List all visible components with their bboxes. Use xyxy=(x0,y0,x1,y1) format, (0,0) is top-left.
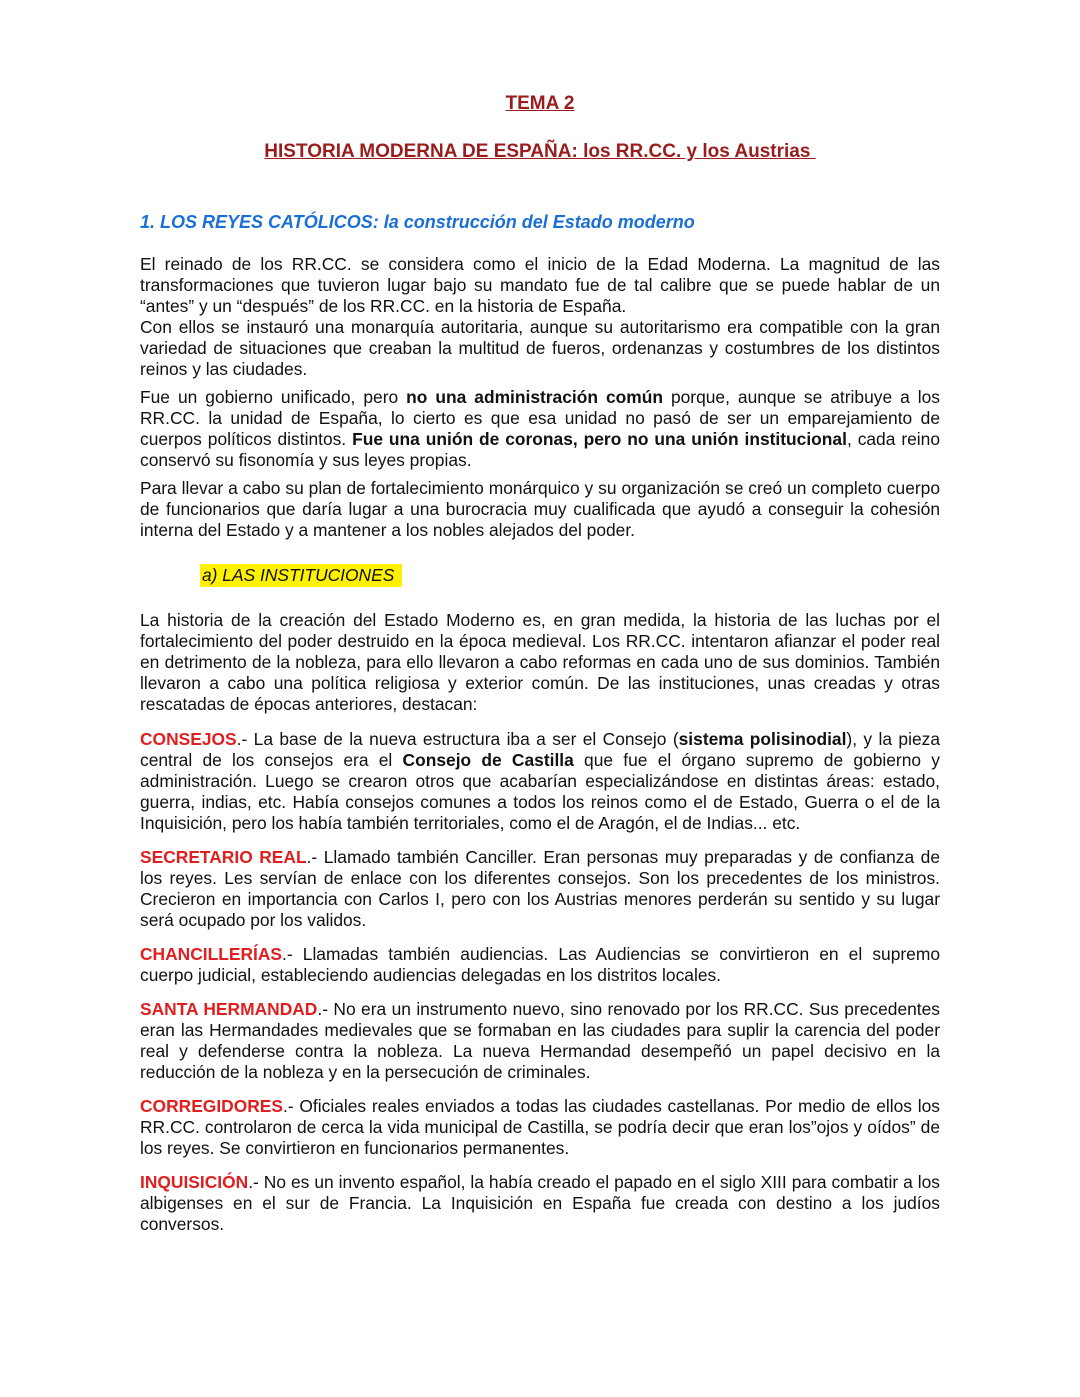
corregidores-text: .- Oficiales reales enviados a todas las ciudades castellanas. Por medio de ellos los RR.CC. controlaron de cerca la vida municipal de Castilla, se podría decir que eran los”ojos y oídos” de los reyes. Se convirtieron en funcionarios permanentes. xyxy=(140,1096,940,1158)
institutions-body xyxy=(140,610,940,1248)
paragraph-3-part-a: Fue un gobierno unificado, pero xyxy=(140,387,407,407)
institutions-intro: La historia de la creación del Estado Moderno es, en gran medida, la historia de las luchas por el fortalecimiento del poder destruido en la época medieval. Los RR.CC. intentaron afianzar el poder real en detrimento de la nobleza, para ello llevaron a cabo reformas en cada uno de sus dominios. También llevaron a cabo una política religiosa y exterior común. De las instituciones, unas creadas y otras rescatadas de épocas anteriores, destacan: xyxy=(140,610,940,714)
paragraph-3-part-c: porque, aunque se atribuye a los RR.CC. la unidad de España, lo cierto es que esa unidad no pasó de ser un emparejamiento de cuerpos políticos distintos. xyxy=(140,387,940,449)
consejos-bold-a: sistema polisinodial xyxy=(678,729,847,749)
chancillerias-text: .- Llamadas también audiencias. Las Audiencias se convirtieron en el supremo cuerpo judicial, estableciendo audiencias delegadas en los distritos locales. xyxy=(140,944,940,985)
term-chancillerias: CHANCILLERÍAS xyxy=(140,944,283,964)
institution-corregidores xyxy=(140,1096,940,1159)
page-title: HISTORIA MODERNA DE ESPAÑA: los RR.CC. y los Austrias xyxy=(264,141,816,162)
consejos-text-a: .- La base de la nueva estructura iba a ser el Consejo ( xyxy=(236,729,679,749)
consejos-bold-b: Consejo de Castilla xyxy=(402,750,574,770)
inquisicion-text: .- No es un invento español, la había creado el papado en el siglo XIII para combatir a los albigenses en el sur de Francia. La Inquisición en España fue creada con destino a los judíos conversos. xyxy=(140,1172,940,1234)
term-inquisicion: INQUISICIÓN xyxy=(140,1172,249,1192)
paragraph-3-bold-b: Fue una unión de coronas, pero no una unión institucional xyxy=(352,429,847,449)
consejos-text-c: ), y la pieza central de los consejos era el xyxy=(140,729,940,770)
paragraph-2: Con ellos se instauró una monarquía autoritaria, aunque su autoritarismo era compatible con la gran variedad de situaciones que creaban la multitud de fueros, ordenanzas y costumbres de los distintos reinos y las ciudades. xyxy=(140,317,940,379)
institution-consejos xyxy=(140,729,940,834)
hermandad-text: .- No era un instrumento nuevo, sino renovado por los RR.CC. Sus precedentes eran las Hermandades medievales que se formaban en las ciudades para suplir la carencia del poder real y defenderse contra la nobleza. La nueva Hermandad desempeñó un papel decisivo en la reducción de la nobleza y en la persecución de criminales. xyxy=(140,999,940,1082)
term-hermandad: SANTA HERMANDAD xyxy=(140,999,318,1019)
paragraph-3 xyxy=(140,387,940,471)
paragraph-3-part-e: , cada reino conservó su fisonomía y sus leyes propias. xyxy=(140,429,940,470)
section-1-title: 1. LOS REYES CATÓLICOS: la construcción del Estado moderno xyxy=(140,212,695,232)
term-secretario: SECRETARIO REAL xyxy=(140,847,307,867)
term-consejos: CONSEJOS xyxy=(140,729,237,749)
term-corregidores: CORREGIDORES xyxy=(140,1096,284,1116)
secretario-text: .- Llamado también Canciller. Eran personas muy preparadas y de confianza de los reyes. Les servían de enlace con los diferentes consejos. Son los precedentes de los ministros. Crecieron en importancia con Carlos I, pero con los Austrias menores perderán su sentido y su lugar será ocupado por los validos. xyxy=(140,847,940,930)
subsection-a-title: a) LAS INSTITUCIONES xyxy=(200,564,402,587)
paragraph-4: Para llevar a cabo su plan de fortalecimiento monárquico y su organización se creó un completo cuerpo de funcionarios que daría lugar a una burocracia muy cualificada que ayudó a conseguir la cohesión interna del Estado y a mantener a los nobles alejados del poder. xyxy=(140,478,940,540)
institution-chancillerias xyxy=(140,944,940,986)
institution-inquisicion xyxy=(140,1172,940,1235)
institution-hermandad xyxy=(140,999,940,1083)
institution-secretario xyxy=(140,847,940,931)
consejos-text-e: que fue el órgano supremo de gobierno y administración. Luego se crearon otros que acabarían especializándose en distintas áreas: estado, guerra, indias, etc. Había consejos comunes a todos los reinos como el de Estado, Guerra o el de la Inquisición, pero los había también territoriales, como el de Aragón, el de Indias... etc. xyxy=(140,750,941,833)
paragraph-3-bold-a: no una administración común xyxy=(406,387,663,407)
tema-heading: TEMA 2 xyxy=(505,93,575,114)
section-1-body xyxy=(140,254,940,547)
paragraph-1: El reinado de los RR.CC. se considera como el inicio de la Edad Moderna. La magnitud de las transformaciones que tuvieron lugar bajo su mandato fue de tal calibre que se puede hablar de un “antes” y un “después” de los RR.CC. en la historia de España. xyxy=(140,254,940,316)
